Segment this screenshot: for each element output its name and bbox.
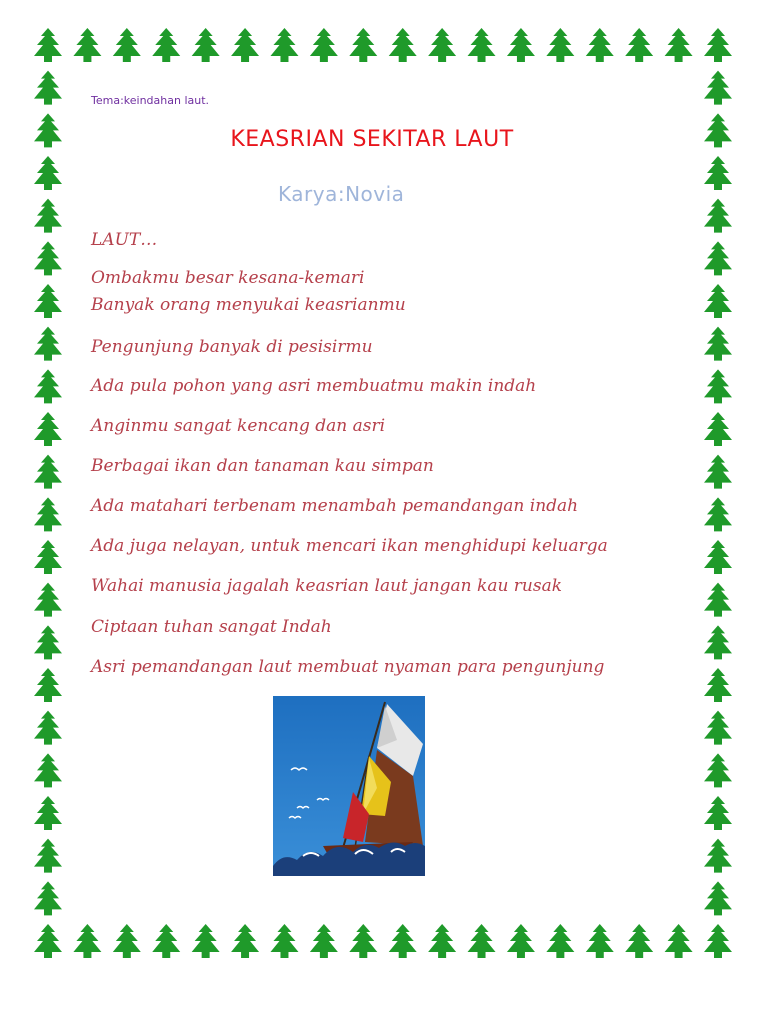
- pine-tree-icon: [507, 924, 535, 958]
- pine-tree-icon: [704, 28, 732, 62]
- pine-tree-icon: [468, 28, 496, 62]
- pine-tree-icon: [349, 924, 377, 958]
- poem-line: Ada juga nelayan, untuk mencari ikan menghidupi keluarga: [91, 536, 608, 556]
- pine-tree-icon: [389, 28, 417, 62]
- pine-tree-icon: [34, 199, 62, 233]
- sailboat-illustration: [273, 696, 425, 876]
- pine-tree-icon: [73, 924, 101, 958]
- pine-tree-icon: [704, 241, 732, 275]
- pine-tree-icon: [704, 284, 732, 318]
- pine-tree-icon: [704, 668, 732, 702]
- pine-tree-icon: [34, 369, 62, 403]
- pine-tree-icon: [152, 28, 180, 62]
- pine-tree-icon: [507, 28, 535, 62]
- pine-tree-icon: [586, 924, 614, 958]
- pine-tree-icon: [428, 924, 456, 958]
- pine-tree-icon: [704, 881, 732, 915]
- pine-tree-icon: [310, 28, 338, 62]
- pine-tree-icon: [34, 753, 62, 787]
- poem-line: Ada matahari terbenam menambah pemandangan indah: [91, 496, 579, 516]
- poem-line: Ombakmu besar kesana-kemari: [91, 268, 365, 288]
- pine-tree-icon: [704, 199, 732, 233]
- pine-tree-icon: [468, 924, 496, 958]
- pine-tree-icon: [704, 583, 732, 617]
- pine-tree-icon: [34, 28, 62, 62]
- pine-tree-icon: [34, 455, 62, 489]
- pine-tree-icon: [704, 455, 732, 489]
- pine-tree-icon: [704, 753, 732, 787]
- pine-tree-icon: [704, 625, 732, 659]
- pine-tree-icon: [704, 497, 732, 531]
- pine-tree-icon: [625, 924, 653, 958]
- pine-tree-icon: [34, 71, 62, 105]
- poem-line: Ada pula pohon yang asri membuatmu makin indah: [91, 376, 537, 396]
- pine-tree-icon: [310, 924, 338, 958]
- pine-tree-icon: [349, 28, 377, 62]
- poem-line: Berbagai ikan dan tanaman kau simpan: [91, 456, 434, 476]
- pine-tree-icon: [34, 711, 62, 745]
- pine-tree-icon: [586, 28, 614, 62]
- pine-tree-icon: [34, 412, 62, 446]
- pine-tree-icon: [704, 924, 732, 958]
- pine-tree-icon: [270, 924, 298, 958]
- pine-tree-icon: [34, 156, 62, 190]
- pine-tree-icon: [192, 924, 220, 958]
- pine-tree-icon: [34, 796, 62, 830]
- pine-tree-icon: [389, 924, 417, 958]
- pine-tree-icon: [34, 540, 62, 574]
- pine-tree-icon: [34, 241, 62, 275]
- pine-tree-icon: [34, 881, 62, 915]
- pine-tree-icon: [704, 796, 732, 830]
- poem-line: Banyak orang menyukai keasrianmu: [91, 295, 406, 315]
- pine-tree-icon: [34, 583, 62, 617]
- pine-tree-icon: [34, 497, 62, 531]
- author-label: Karya:Novia: [278, 182, 405, 206]
- pine-tree-icon: [34, 924, 62, 958]
- poem-line: Wahai manusia jagalah keasrian laut jangan kau rusak: [91, 576, 563, 596]
- pine-tree-icon: [231, 28, 259, 62]
- pine-tree-icon: [704, 327, 732, 361]
- pine-tree-icon: [34, 625, 62, 659]
- pine-tree-icon: [152, 924, 180, 958]
- pine-tree-icon: [704, 412, 732, 446]
- pine-tree-icon: [704, 839, 732, 873]
- pine-tree-icon: [428, 28, 456, 62]
- poem-line: LAUT…: [91, 230, 158, 250]
- pine-tree-icon: [704, 540, 732, 574]
- pine-tree-icon: [113, 924, 141, 958]
- pine-tree-icon: [546, 28, 574, 62]
- pine-tree-icon: [34, 284, 62, 318]
- poem-title: KEASRIAN SEKITAR LAUT: [230, 127, 514, 152]
- pine-tree-icon: [704, 369, 732, 403]
- pine-tree-icon: [665, 28, 693, 62]
- pine-tree-icon: [704, 71, 732, 105]
- theme-label: Tema:keindahan laut.: [91, 94, 210, 107]
- poem-line: Anginmu sangat kencang dan asri: [91, 416, 386, 436]
- pine-tree-icon: [625, 28, 653, 62]
- pine-tree-icon: [34, 668, 62, 702]
- pine-tree-icon: [34, 327, 62, 361]
- pine-tree-icon: [704, 156, 732, 190]
- pine-tree-icon: [34, 839, 62, 873]
- pine-tree-icon: [73, 28, 101, 62]
- poem-line: Asri pemandangan laut membuat nyaman para pengunjung: [91, 657, 605, 677]
- pine-tree-icon: [192, 28, 220, 62]
- pine-tree-icon: [270, 28, 298, 62]
- pine-tree-icon: [231, 924, 259, 958]
- pine-tree-icon: [704, 711, 732, 745]
- pine-tree-icon: [546, 924, 574, 958]
- pine-tree-icon: [665, 924, 693, 958]
- pine-tree-icon: [113, 28, 141, 62]
- poem-line: Pengunjung banyak di pesisirmu: [91, 337, 373, 357]
- poem-line: Ciptaan tuhan sangat Indah: [91, 617, 332, 637]
